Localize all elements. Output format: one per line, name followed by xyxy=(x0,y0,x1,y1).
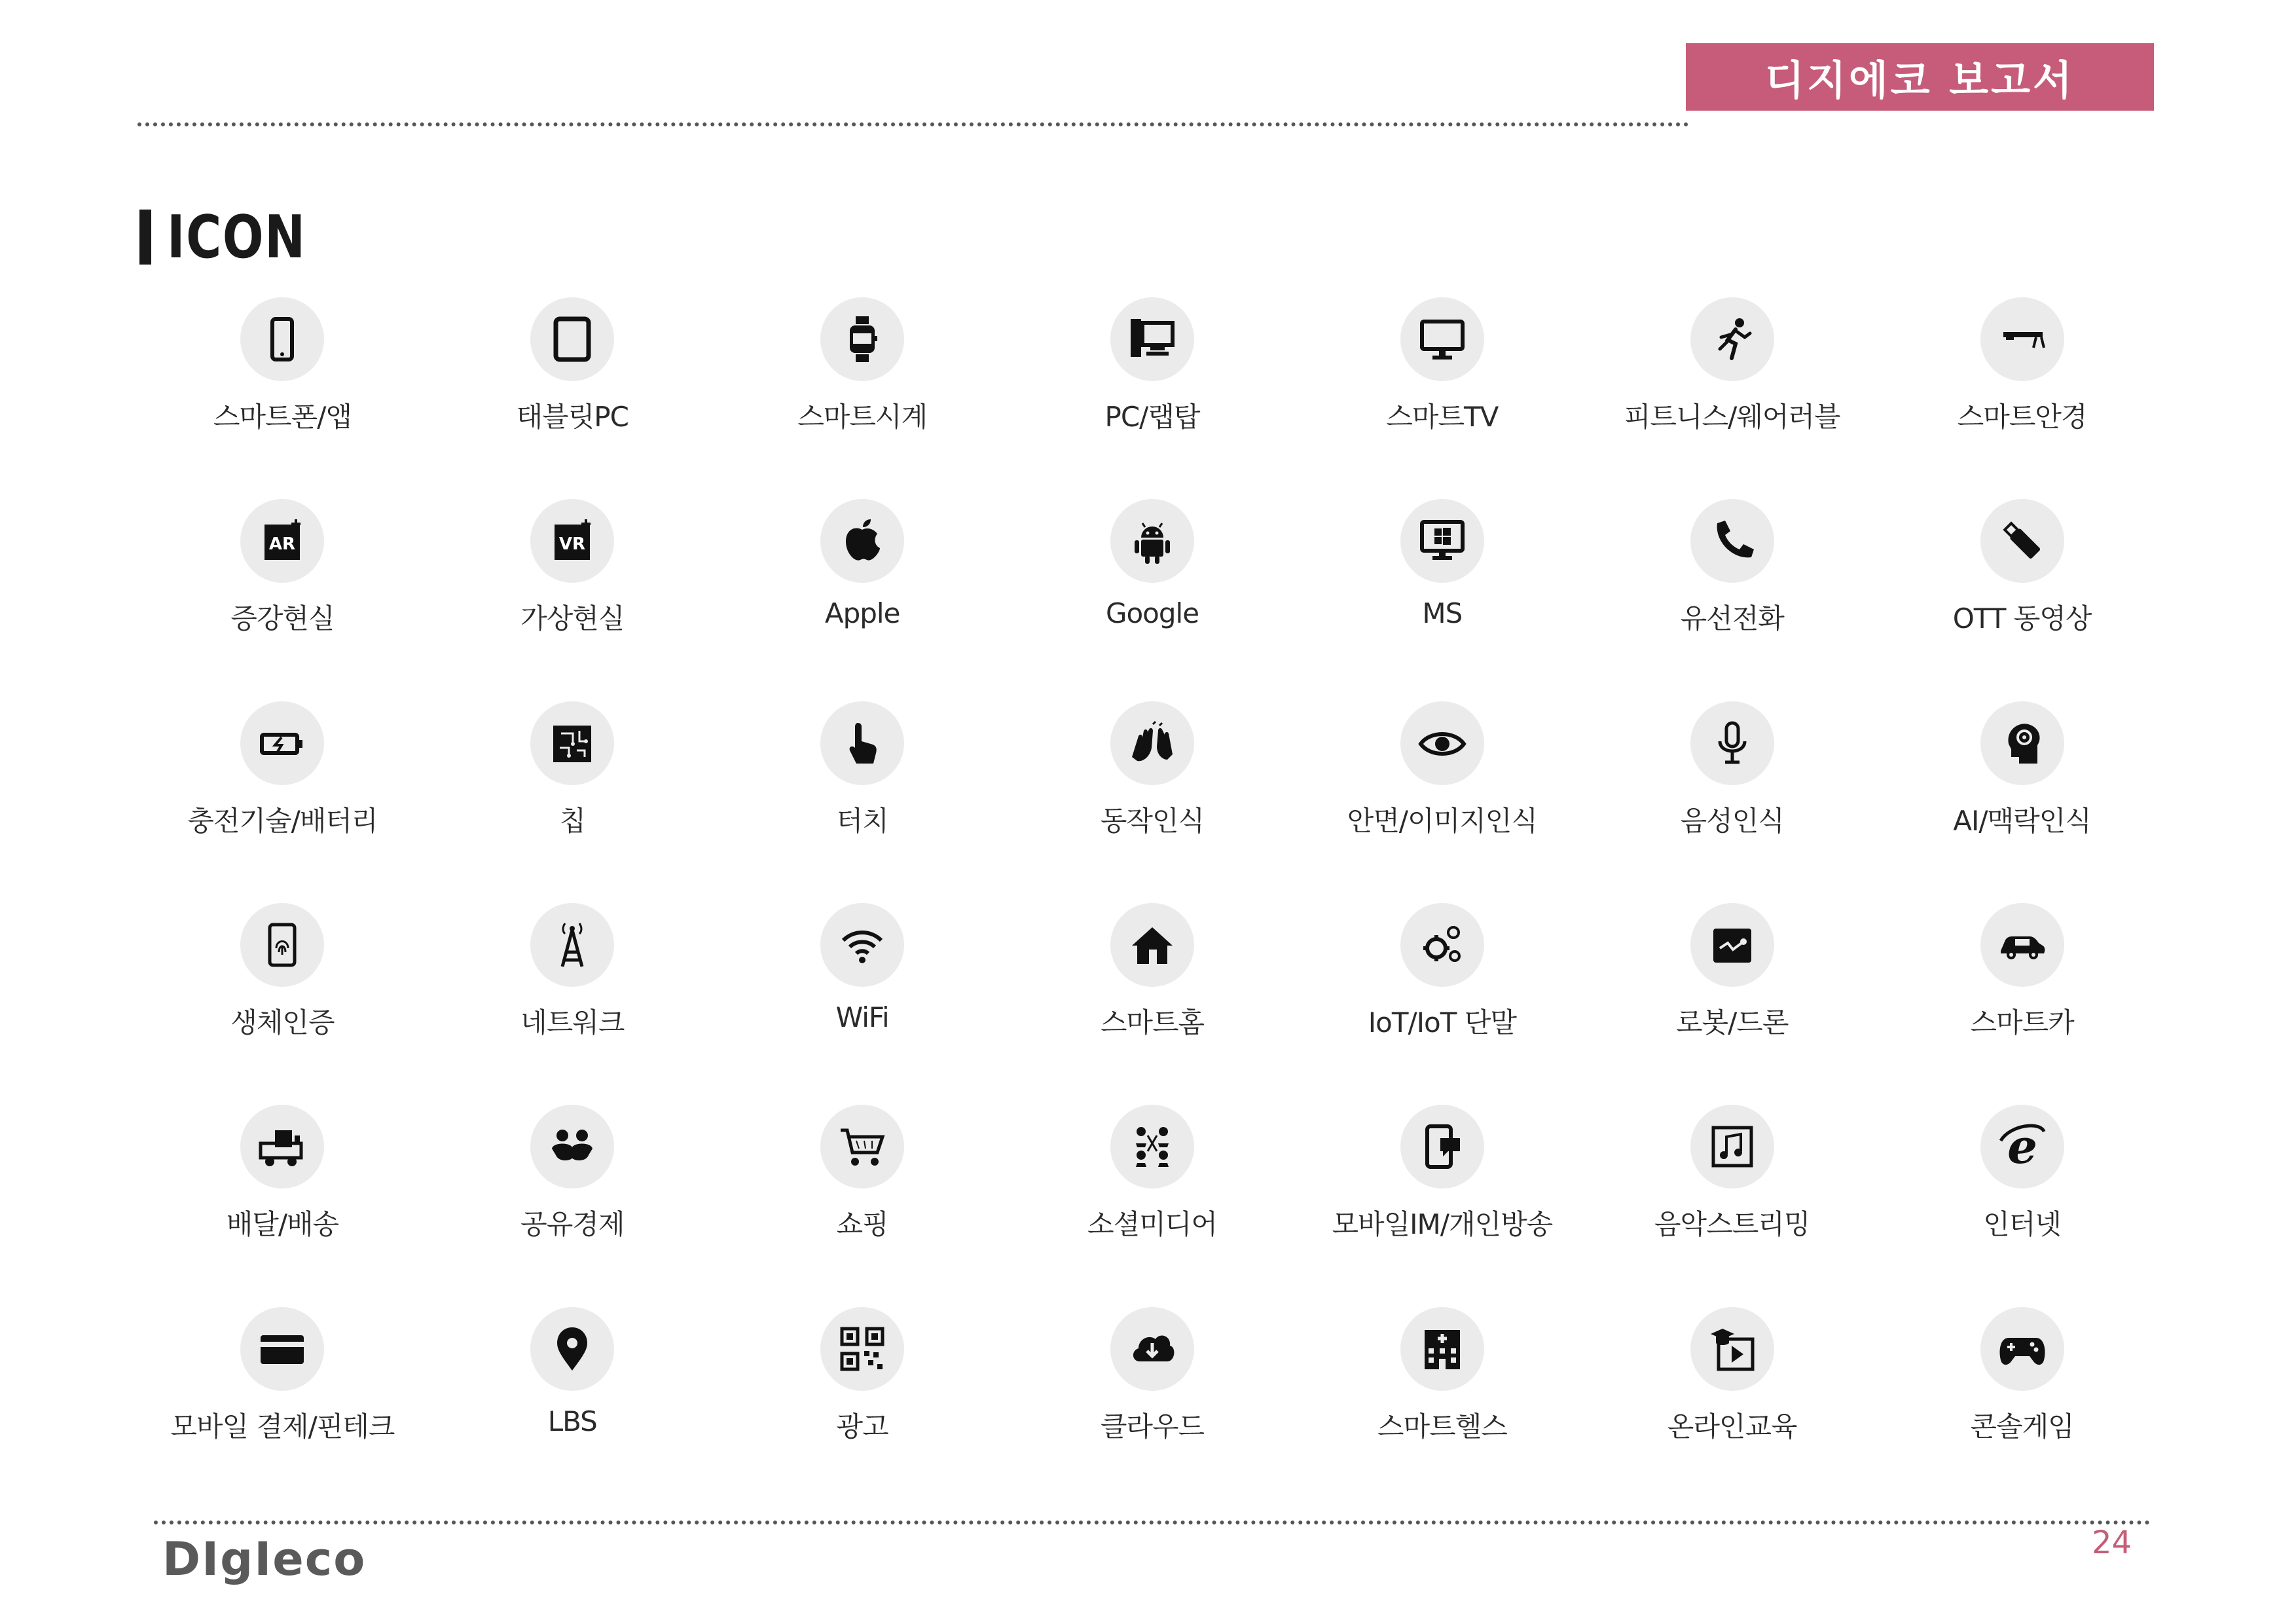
social-network-icon xyxy=(1110,1105,1194,1189)
section-title-text: ICON xyxy=(167,202,306,272)
battery-charging-icon xyxy=(240,701,324,785)
icon-tile xyxy=(1008,894,1298,1096)
icon-label: 온라인교육 xyxy=(1667,1410,1797,1443)
header-divider xyxy=(137,122,1689,126)
svg-text:VR: VR xyxy=(559,534,586,555)
icon-tile xyxy=(137,1298,428,1500)
icon-label: Google xyxy=(1105,597,1199,630)
icon-label: 음성인식 xyxy=(1680,804,1784,837)
internet-explorer-icon xyxy=(1980,1105,2064,1189)
icon-tile xyxy=(1008,692,1298,894)
ar-icon xyxy=(240,499,324,583)
chip-icon xyxy=(530,701,614,785)
phone-handset-icon xyxy=(1690,499,1774,583)
page-number: 24 xyxy=(2092,1524,2132,1561)
icon-label: AI/맥락인식 xyxy=(1953,804,2091,837)
sharing-people-icon xyxy=(530,1105,614,1189)
icon-tile xyxy=(718,490,1008,692)
icon-tile xyxy=(1297,894,1587,1096)
icon-tile xyxy=(1587,288,1877,490)
icon-tile xyxy=(137,894,428,1096)
smart-tv-icon xyxy=(1400,297,1484,381)
icon-label: 스마트카 xyxy=(1970,1006,2074,1039)
icon-grid xyxy=(137,288,2167,1500)
icon-tile xyxy=(1877,1298,2167,1500)
icon-label: 가상현실 xyxy=(520,602,625,635)
icon-label: 터치 xyxy=(836,804,888,837)
cloud-download-icon xyxy=(1110,1307,1194,1391)
icon-tile xyxy=(428,490,718,692)
icon-label: Apple xyxy=(824,597,900,630)
icon-label: 스마트안경 xyxy=(1957,401,2087,433)
fingerprint-phone-icon xyxy=(240,903,324,987)
icon-label: LBS xyxy=(547,1405,597,1437)
car-icon xyxy=(1980,903,2064,987)
svg-text:e: e xyxy=(2007,1121,2037,1173)
wifi-icon xyxy=(820,903,904,987)
icon-tile xyxy=(718,894,1008,1096)
icon-tile xyxy=(718,692,1008,894)
icon-tile xyxy=(1877,1096,2167,1297)
icon-tile xyxy=(1297,288,1587,490)
icon-tile xyxy=(428,692,718,894)
shopping-cart-icon xyxy=(820,1105,904,1189)
svg-text:AR: AR xyxy=(269,534,296,555)
icon-tile xyxy=(1297,1096,1587,1297)
icon-label: 스마트홈 xyxy=(1100,1006,1205,1039)
icon-label: 로봇/드론 xyxy=(1675,1006,1789,1039)
icon-label: 증강현실 xyxy=(230,602,335,635)
icon-label: 칩 xyxy=(559,804,586,837)
icon-label: 안면/이미지인식 xyxy=(1347,804,1537,837)
eye-icon xyxy=(1400,701,1484,785)
icon-label: 충전기술/배터리 xyxy=(187,804,378,837)
smartwatch-icon xyxy=(820,297,904,381)
icon-label: 스마트TV xyxy=(1386,401,1499,433)
hospital-building-icon xyxy=(1400,1307,1484,1391)
icon-tile xyxy=(718,1298,1008,1500)
icon-tile xyxy=(1008,1298,1298,1500)
icon-label: 광고 xyxy=(836,1410,888,1443)
icon-label: 인터넷 xyxy=(1983,1208,2061,1241)
antenna-tower-icon xyxy=(530,903,614,987)
icon-tile xyxy=(1877,692,2167,894)
icon-label: 피트니스/웨어러블 xyxy=(1624,401,1840,433)
icon-tile xyxy=(718,288,1008,490)
windows-monitor-icon xyxy=(1400,499,1484,583)
icon-label: PC/랩탑 xyxy=(1104,401,1200,433)
icon-tile xyxy=(1877,288,2167,490)
mobile-message-icon xyxy=(1400,1105,1484,1189)
vr-icon xyxy=(530,499,614,583)
icon-label: 클라우드 xyxy=(1100,1410,1205,1443)
icon-tile xyxy=(718,1096,1008,1297)
icon-label: 태블릿PC xyxy=(516,401,629,433)
usb-stick-icon xyxy=(1980,499,2064,583)
tablet-icon xyxy=(530,297,614,381)
icon-label: MS xyxy=(1422,597,1463,630)
icon-label: 스마트시계 xyxy=(797,401,928,433)
icon-tile xyxy=(1587,894,1877,1096)
icon-tile xyxy=(1877,894,2167,1096)
ai-head-gear-icon xyxy=(1980,701,2064,785)
icon-label: 생체인증 xyxy=(230,1006,335,1039)
icon-tile xyxy=(428,1096,718,1297)
icon-tile xyxy=(1587,692,1877,894)
gamepad-icon xyxy=(1980,1307,2064,1391)
icon-label: 스마트헬스 xyxy=(1377,1410,1507,1443)
smart-glasses-icon xyxy=(1980,297,2064,381)
icon-tile xyxy=(137,288,428,490)
icon-label: 모바일 결제/핀테크 xyxy=(170,1410,395,1443)
online-education-icon xyxy=(1690,1307,1774,1391)
pc-laptop-icon xyxy=(1110,297,1194,381)
icon-tile xyxy=(1297,692,1587,894)
icon-tile xyxy=(1008,288,1298,490)
icon-tile xyxy=(1587,1096,1877,1297)
digieco-logo: DIgIeco xyxy=(162,1532,367,1586)
title-bar-marker xyxy=(139,210,151,265)
icon-tile xyxy=(428,894,718,1096)
icon-tile xyxy=(1008,490,1298,692)
smartphone-icon xyxy=(240,297,324,381)
music-note-icon xyxy=(1690,1105,1774,1189)
icon-label: 배달/배송 xyxy=(226,1208,339,1241)
icon-label: WiFi xyxy=(835,1001,889,1033)
map-pin-icon xyxy=(530,1307,614,1391)
apple-icon xyxy=(820,499,904,583)
icon-tile xyxy=(428,1298,718,1500)
robot-drone-icon xyxy=(1690,903,1774,987)
icon-label: 소셜미디어 xyxy=(1087,1208,1217,1241)
icon-tile xyxy=(1008,1096,1298,1297)
gears-icon xyxy=(1400,903,1484,987)
icon-tile xyxy=(1877,490,2167,692)
section-title xyxy=(139,204,337,270)
qr-code-icon xyxy=(820,1307,904,1391)
icon-label: 모바일IM/개인방송 xyxy=(1332,1208,1553,1241)
icon-label: 쇼핑 xyxy=(836,1208,888,1241)
delivery-truck-icon xyxy=(240,1105,324,1189)
credit-card-icon xyxy=(240,1307,324,1391)
running-person-icon xyxy=(1690,297,1774,381)
icon-tile xyxy=(137,1096,428,1297)
icon-label: 동작인식 xyxy=(1100,804,1205,837)
icon-label: 공유경제 xyxy=(520,1208,625,1241)
icon-tile xyxy=(1297,490,1587,692)
android-icon xyxy=(1110,499,1194,583)
icon-tile xyxy=(1297,1298,1587,1500)
icon-label: 음악스트리밍 xyxy=(1654,1208,1810,1241)
icon-label: 네트워크 xyxy=(520,1006,625,1039)
gesture-hands-icon xyxy=(1110,701,1194,785)
icon-label: OTT 동영상 xyxy=(1952,602,2092,635)
icon-label: IoT/IoT 단말 xyxy=(1368,1006,1516,1039)
icon-tile xyxy=(137,692,428,894)
icon-tile xyxy=(1587,490,1877,692)
icon-tile xyxy=(1587,1298,1877,1500)
icon-label: 유선전화 xyxy=(1680,602,1784,635)
icon-tile xyxy=(428,288,718,490)
smart-home-icon xyxy=(1110,903,1194,987)
microphone-icon xyxy=(1690,701,1774,785)
footer-divider xyxy=(154,1521,2151,1524)
touch-hand-icon xyxy=(820,701,904,785)
icon-label: 콘솔게임 xyxy=(1970,1410,2074,1443)
report-badge: 디지에코 보고서 xyxy=(1686,43,2154,111)
icon-tile xyxy=(137,490,428,692)
icon-label: 스마트폰/앱 xyxy=(213,401,352,433)
